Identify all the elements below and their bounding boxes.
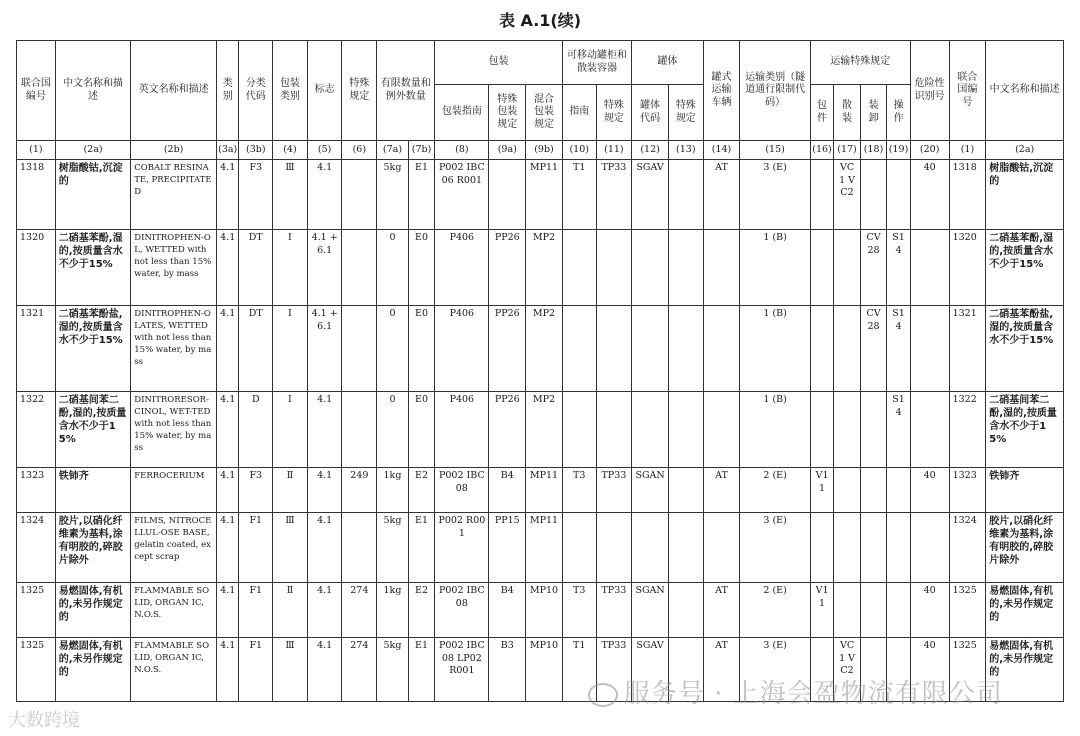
column-index: (15) bbox=[740, 141, 810, 160]
table-cell: 2 (E) bbox=[740, 468, 810, 513]
table-cell bbox=[562, 306, 596, 392]
table-cell: Ⅲ bbox=[273, 160, 308, 230]
table-cell: FERROCERIUM bbox=[131, 468, 217, 513]
table-cell: 1kg bbox=[377, 468, 409, 513]
table-cell: 40 bbox=[910, 583, 949, 638]
column-index: (1) bbox=[17, 141, 56, 160]
table-cell: P002 IBC08 bbox=[435, 583, 489, 638]
column-index: (12) bbox=[632, 141, 669, 160]
table-cell bbox=[834, 468, 861, 513]
header-transport-cat: 运输类别（隧道通行限制代码） bbox=[740, 41, 810, 141]
table-cell bbox=[596, 513, 632, 583]
table-cell bbox=[860, 160, 887, 230]
table-cell: 4.1 bbox=[307, 160, 342, 230]
table-cell: 4.1 bbox=[307, 638, 342, 702]
header-packaging: 包装 bbox=[435, 41, 563, 85]
table-cell: 1325 bbox=[17, 638, 56, 702]
table-cell: E0 bbox=[408, 392, 435, 468]
header-mixed-pack: 混合包装规定 bbox=[526, 85, 563, 141]
table-cell: 二硝基间苯二酚,湿的,按质量含水不少于15% bbox=[986, 392, 1064, 468]
header-vehicle: 罐式运输车辆 bbox=[703, 41, 740, 141]
column-index: (1) bbox=[949, 141, 986, 160]
table-cell: 4.1 bbox=[216, 392, 238, 468]
table-cell bbox=[703, 392, 740, 468]
table-cell bbox=[810, 392, 833, 468]
table-cell: 树脂酸钴,沉淀的 bbox=[55, 160, 131, 230]
table-cell bbox=[834, 230, 861, 306]
table-cell: S14 bbox=[887, 306, 910, 392]
table-cell: 1 (B) bbox=[740, 392, 810, 468]
table-cell: P406 bbox=[435, 306, 489, 392]
table-cell bbox=[860, 513, 887, 583]
table-cell: Ⅲ bbox=[273, 513, 308, 583]
table-cell: 1323 bbox=[949, 468, 986, 513]
header-tank-code: 罐体代码 bbox=[632, 85, 669, 141]
table-cell: 1322 bbox=[17, 392, 56, 468]
table-cell: TP33 bbox=[596, 468, 632, 513]
table-cell: 1321 bbox=[17, 306, 56, 392]
header-operation: 操作 bbox=[887, 85, 910, 141]
table-cell: PP15 bbox=[489, 513, 526, 583]
table-cell: T1 bbox=[562, 160, 596, 230]
table-cell: SGAN bbox=[632, 583, 669, 638]
table-cell bbox=[668, 583, 703, 638]
table-cell bbox=[562, 392, 596, 468]
table-cell: P002 R001 bbox=[435, 513, 489, 583]
table-cell: 1324 bbox=[949, 513, 986, 583]
table-cell: AT bbox=[703, 638, 740, 702]
table-cell: 1324 bbox=[17, 513, 56, 583]
table-cell: E1 bbox=[408, 513, 435, 583]
table-cell bbox=[668, 306, 703, 392]
table-cell: T3 bbox=[562, 468, 596, 513]
column-index: (3a) bbox=[216, 141, 238, 160]
column-index: (17) bbox=[834, 141, 861, 160]
table-cell: SGAN bbox=[632, 468, 669, 513]
table-cell: 40 bbox=[910, 160, 949, 230]
table-cell: DINITRORESOR-CINOL, WET-TED with not less than 15% water, by mass bbox=[131, 392, 217, 468]
table-cell: AT bbox=[703, 160, 740, 230]
header-portable: 可移动罐柜和散装容器 bbox=[562, 41, 631, 85]
header-port-special: 特殊规定 bbox=[596, 85, 632, 141]
table-row bbox=[17, 160, 1064, 230]
header-class-code: 分类代码 bbox=[239, 41, 273, 141]
table-cell: AT bbox=[703, 583, 740, 638]
column-index: (2a) bbox=[55, 141, 131, 160]
table-cell: E1 bbox=[408, 638, 435, 702]
table-cell: 树脂酸钴,沉淀的 bbox=[986, 160, 1064, 230]
header-transport-special: 运输特殊规定 bbox=[810, 41, 910, 85]
table-cell: 4.1 bbox=[216, 583, 238, 638]
table-cell: DT bbox=[239, 230, 273, 306]
table-cell: 二硝基苯酚盐,湿的,按质量含水不少于15% bbox=[986, 306, 1064, 392]
table-cell: 胶片,以硝化纤维素为基料,涂有明胶的,碎胶片除外 bbox=[986, 513, 1064, 583]
table-cell: F3 bbox=[239, 160, 273, 230]
header-hazard-id: 危险性识别号 bbox=[910, 41, 949, 141]
table-cell: 二硝基苯酚,湿的,按质量含水不少于15% bbox=[986, 230, 1064, 306]
table-cell bbox=[910, 230, 949, 306]
table-cell: Ⅱ bbox=[273, 468, 308, 513]
table-cell: SGAV bbox=[632, 638, 669, 702]
table-cell bbox=[668, 230, 703, 306]
table-cell: FLAMMABLE SOLID, ORGAN IC, N.O.S. bbox=[131, 638, 217, 702]
column-index: (4) bbox=[273, 141, 308, 160]
table-cell: 0 bbox=[377, 392, 409, 468]
table-body bbox=[17, 160, 1064, 702]
table-cell bbox=[596, 392, 632, 468]
column-index: (19) bbox=[887, 141, 910, 160]
header-special: 特殊规定 bbox=[342, 41, 377, 141]
column-index: (7b) bbox=[408, 141, 435, 160]
table-cell: 3 (E) bbox=[740, 638, 810, 702]
table-cell: COBALT RESINATE, PRECIPITATED bbox=[131, 160, 217, 230]
table-cell bbox=[860, 392, 887, 468]
table-cell: 40 bbox=[910, 638, 949, 702]
header-zh-name: 中文名称和描述 bbox=[55, 41, 131, 141]
column-index-row bbox=[17, 141, 1064, 160]
table-cell: 4.1 bbox=[216, 468, 238, 513]
table-cell bbox=[703, 230, 740, 306]
table-cell bbox=[703, 306, 740, 392]
table-cell: 3 (E) bbox=[740, 513, 810, 583]
column-index: (18) bbox=[860, 141, 887, 160]
column-index: (13) bbox=[668, 141, 703, 160]
column-index: (9b) bbox=[526, 141, 563, 160]
header-port-instr: 指南 bbox=[562, 85, 596, 141]
table-cell: 3 (E) bbox=[740, 160, 810, 230]
table-cell: MP2 bbox=[526, 392, 563, 468]
table-cell bbox=[834, 583, 861, 638]
table-cell: F3 bbox=[239, 468, 273, 513]
table-cell: DT bbox=[239, 306, 273, 392]
table-cell bbox=[810, 230, 833, 306]
header-zh-name-2: 中文名称和描述 bbox=[986, 41, 1064, 141]
table-cell bbox=[342, 230, 377, 306]
table-cell: PP26 bbox=[489, 306, 526, 392]
table-cell bbox=[342, 306, 377, 392]
header-un-no: 联合国编号 bbox=[17, 41, 56, 141]
column-index: (20) bbox=[910, 141, 949, 160]
table-cell: 274 bbox=[342, 638, 377, 702]
table-cell bbox=[860, 583, 887, 638]
table-cell: 1325 bbox=[949, 638, 986, 702]
table-cell: PP26 bbox=[489, 392, 526, 468]
table-cell: F1 bbox=[239, 513, 273, 583]
header-bulk: 散装 bbox=[834, 85, 861, 141]
table-cell: 1323 bbox=[17, 468, 56, 513]
table-row bbox=[17, 513, 1064, 583]
table-cell: 0 bbox=[377, 306, 409, 392]
table-cell: 249 bbox=[342, 468, 377, 513]
column-index: (2b) bbox=[131, 141, 217, 160]
table-cell bbox=[834, 306, 861, 392]
table-cell: 1325 bbox=[17, 583, 56, 638]
header-loading: 装卸 bbox=[860, 85, 887, 141]
table-cell: T3 bbox=[562, 583, 596, 638]
logo-text: 大数跨境 bbox=[8, 710, 80, 731]
table-cell: S14 bbox=[887, 392, 910, 468]
table-cell: 1320 bbox=[17, 230, 56, 306]
table-cell: 易燃固体,有机的,未另作规定的 bbox=[986, 583, 1064, 638]
column-index: (8) bbox=[435, 141, 489, 160]
table-cell: B3 bbox=[489, 638, 526, 702]
table-cell: 40 bbox=[910, 468, 949, 513]
dangerous-goods-table bbox=[16, 40, 1064, 702]
table-row bbox=[17, 468, 1064, 513]
table-cell: 易燃固体,有机的,未另作规定的 bbox=[55, 583, 131, 638]
table-cell: TP33 bbox=[596, 638, 632, 702]
table-cell bbox=[668, 392, 703, 468]
table-cell: SGAV bbox=[632, 160, 669, 230]
table-cell: 胶片,以硝化纤维素为基料,涂有明胶的,碎胶片除外 bbox=[55, 513, 131, 583]
table-cell: PP26 bbox=[489, 230, 526, 306]
table-cell bbox=[910, 392, 949, 468]
table-cell: 5kg bbox=[377, 638, 409, 702]
table-cell bbox=[632, 230, 669, 306]
column-index: (5) bbox=[307, 141, 342, 160]
header-pack-special: 特殊包装规定 bbox=[489, 85, 526, 141]
table-cell bbox=[632, 392, 669, 468]
table-cell: 1320 bbox=[949, 230, 986, 306]
table-cell: 1 (B) bbox=[740, 230, 810, 306]
table-cell: 1325 bbox=[949, 583, 986, 638]
header-package: 包件 bbox=[810, 85, 833, 141]
header-pack-group: 包装类别 bbox=[273, 41, 308, 141]
table-cell bbox=[632, 513, 669, 583]
column-index: (7a) bbox=[377, 141, 409, 160]
table-cell: F1 bbox=[239, 638, 273, 702]
table-row bbox=[17, 583, 1064, 638]
table-cell: P406 bbox=[435, 392, 489, 468]
table-cell: 4.1 bbox=[307, 392, 342, 468]
table-cell: 1322 bbox=[949, 392, 986, 468]
table-cell: S14 bbox=[887, 230, 910, 306]
table-cell bbox=[910, 513, 949, 583]
table-cell: 4.1 +6.1 bbox=[307, 230, 342, 306]
table-cell: E0 bbox=[408, 230, 435, 306]
table-cell: 易燃固体,有机的,未另作规定的 bbox=[55, 638, 131, 702]
table-cell: 易燃固体,有机的,未另作规定的 bbox=[986, 638, 1064, 702]
table-cell: 4.1 bbox=[216, 230, 238, 306]
header-pack-instr: 包装指南 bbox=[435, 85, 489, 141]
table-cell: F1 bbox=[239, 583, 273, 638]
column-index: (14) bbox=[703, 141, 740, 160]
table-cell: MP2 bbox=[526, 306, 563, 392]
table-row bbox=[17, 230, 1064, 306]
table-cell: Ⅱ bbox=[273, 583, 308, 638]
header-label: 标志 bbox=[307, 41, 342, 141]
table-row bbox=[17, 306, 1064, 392]
table-cell: 铁铈齐 bbox=[55, 468, 131, 513]
table-cell: DINITROPHEN-OLATES, WETTED with not less than 15% water, by mass bbox=[131, 306, 217, 392]
table-cell: 二硝基苯酚,湿的,按质量含水不少于15% bbox=[55, 230, 131, 306]
table-cell: B4 bbox=[489, 583, 526, 638]
table-cell: 4.1 bbox=[307, 468, 342, 513]
table-cell: 5kg bbox=[377, 513, 409, 583]
table-cell bbox=[810, 160, 833, 230]
table-cell: Ⅰ bbox=[273, 230, 308, 306]
table-cell: E2 bbox=[408, 583, 435, 638]
table-cell: CV28 bbox=[860, 230, 887, 306]
table-cell bbox=[596, 230, 632, 306]
table-cell: D bbox=[239, 392, 273, 468]
table-cell bbox=[489, 160, 526, 230]
header-limited: 有限数量和例外数量 bbox=[377, 41, 435, 141]
table-cell bbox=[562, 513, 596, 583]
table-cell bbox=[887, 468, 910, 513]
column-index: (9a) bbox=[489, 141, 526, 160]
table-cell: 1318 bbox=[949, 160, 986, 230]
table-cell: P406 bbox=[435, 230, 489, 306]
table-cell: V11 bbox=[810, 468, 833, 513]
column-index: (3b) bbox=[239, 141, 273, 160]
table-cell: P002 IBC08 bbox=[435, 468, 489, 513]
table-cell: 1318 bbox=[17, 160, 56, 230]
table-cell bbox=[834, 392, 861, 468]
table-cell: 4.1 bbox=[307, 513, 342, 583]
table-cell: 4.1 bbox=[216, 513, 238, 583]
table-cell: P002 IBC06 R001 bbox=[435, 160, 489, 230]
table-cell bbox=[342, 513, 377, 583]
table-cell: MP10 bbox=[526, 583, 563, 638]
table-cell: 274 bbox=[342, 583, 377, 638]
table-cell: Ⅰ bbox=[273, 306, 308, 392]
table-cell: MP11 bbox=[526, 513, 563, 583]
table-cell: 1321 bbox=[949, 306, 986, 392]
table-cell bbox=[342, 392, 377, 468]
table-cell: CV28 bbox=[860, 306, 887, 392]
table-cell: P002 IBC08 LP02 R001 bbox=[435, 638, 489, 702]
table-cell bbox=[810, 513, 833, 583]
watermark bbox=[588, 673, 1003, 710]
table-cell: B4 bbox=[489, 468, 526, 513]
table-cell bbox=[887, 160, 910, 230]
table-cell: 4.1 bbox=[307, 583, 342, 638]
table-cell: 1kg bbox=[377, 583, 409, 638]
table-cell: 5kg bbox=[377, 160, 409, 230]
table-cell bbox=[887, 583, 910, 638]
table-cell: 4.1 bbox=[216, 160, 238, 230]
table-cell bbox=[810, 306, 833, 392]
column-index: (16) bbox=[810, 141, 833, 160]
table-cell bbox=[562, 230, 596, 306]
header-en-name: 英文名称和描述 bbox=[131, 41, 217, 141]
column-index: (11) bbox=[596, 141, 632, 160]
table-cell bbox=[596, 306, 632, 392]
table-cell: DINITROPHEN-OL, WETTED with not less than 15% water, by mass bbox=[131, 230, 217, 306]
table-cell: VC1 VC2 bbox=[834, 160, 861, 230]
table-cell: 4.1 bbox=[216, 306, 238, 392]
table-cell: 0 bbox=[377, 230, 409, 306]
table-cell bbox=[860, 468, 887, 513]
table-cell: Ⅰ bbox=[273, 392, 308, 468]
table-cell bbox=[887, 513, 910, 583]
table-cell bbox=[703, 513, 740, 583]
table-title: 表 A.1(续) bbox=[498, 11, 582, 30]
column-index: (6) bbox=[342, 141, 377, 160]
table-cell: MP11 bbox=[526, 468, 563, 513]
table-cell: 二硝基间苯二酚,湿的,按质量含水不少于15% bbox=[55, 392, 131, 468]
table-cell bbox=[834, 513, 861, 583]
column-index: (2a) bbox=[986, 141, 1064, 160]
table-cell bbox=[632, 306, 669, 392]
table-cell: E1 bbox=[408, 160, 435, 230]
column-index: (10) bbox=[562, 141, 596, 160]
table-cell: MP2 bbox=[526, 230, 563, 306]
header-tank: 罐体 bbox=[632, 41, 703, 85]
wechat-icon bbox=[588, 683, 618, 707]
header-tank-special: 特殊规定 bbox=[668, 85, 703, 141]
header-class: 类别 bbox=[216, 41, 238, 141]
table-cell: MP10 bbox=[526, 638, 563, 702]
table-cell bbox=[668, 160, 703, 230]
table-cell bbox=[342, 160, 377, 230]
table-cell: E0 bbox=[408, 306, 435, 392]
watermark-text: 服务号 · 上海会盈物流有限公司 bbox=[624, 679, 1003, 709]
table-row bbox=[17, 392, 1064, 468]
table-cell: TP33 bbox=[596, 583, 632, 638]
table-cell: V11 bbox=[810, 583, 833, 638]
table-cell: 1 (B) bbox=[740, 306, 810, 392]
table-cell: AT bbox=[703, 468, 740, 513]
table-cell: 铁铈齐 bbox=[986, 468, 1064, 513]
table-cell: 2 (E) bbox=[740, 583, 810, 638]
table-cell bbox=[668, 513, 703, 583]
table-cell: 4.1 +6.1 bbox=[307, 306, 342, 392]
table-cell: FLAMMABLE SOLID, ORGAN IC, N.O.S. bbox=[131, 583, 217, 638]
table-cell: FILMS, NITROCELLUL-OSE BASE, gelatin coated, except scrap bbox=[131, 513, 217, 583]
table-cell: MP11 bbox=[526, 160, 563, 230]
table-cell: TP33 bbox=[596, 160, 632, 230]
table-cell: T1 bbox=[562, 638, 596, 702]
table-cell: VC1 VC2 bbox=[834, 638, 861, 702]
table-cell: 二硝基苯酚盐,湿的,按质量含水不少于15% bbox=[55, 306, 131, 392]
table-cell: E2 bbox=[408, 468, 435, 513]
table-cell: 4.1 bbox=[216, 638, 238, 702]
table-cell bbox=[668, 468, 703, 513]
table-cell bbox=[910, 306, 949, 392]
table-cell: Ⅲ bbox=[273, 638, 308, 702]
header-un-no-2: 联合国编号 bbox=[949, 41, 986, 141]
